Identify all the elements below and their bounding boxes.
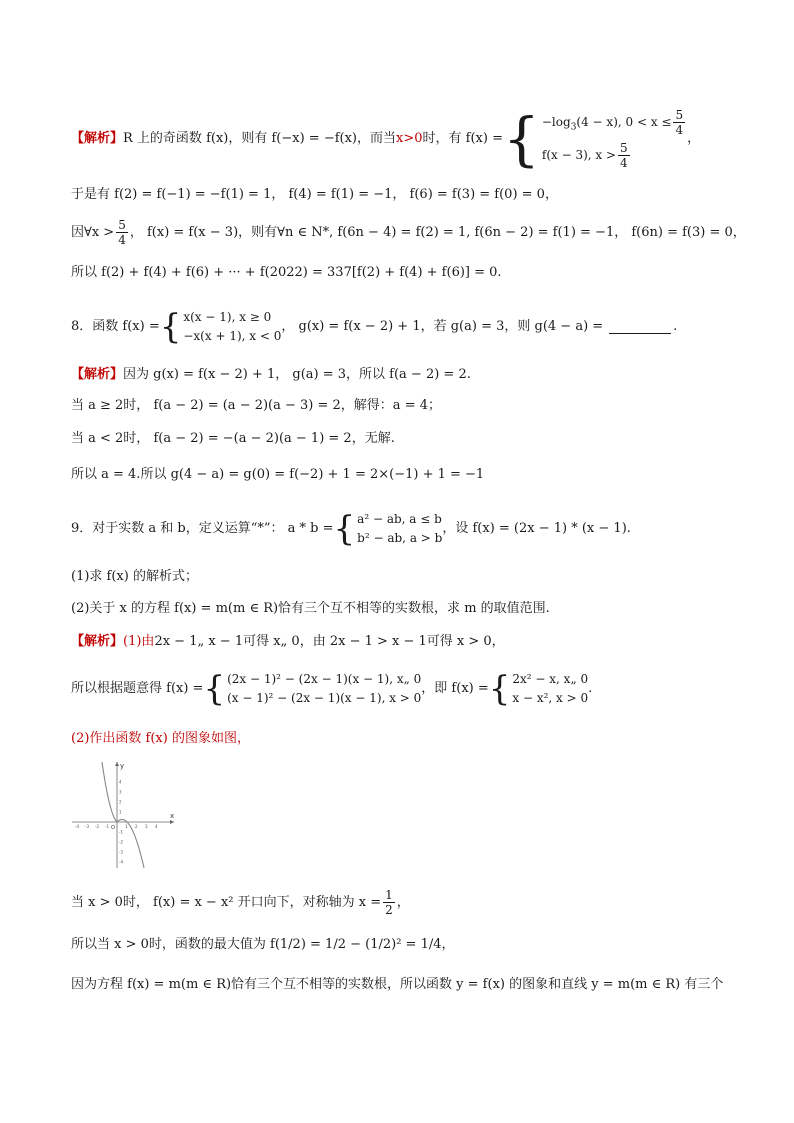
solution-9-line-3: (2)作出函数 f(x) 的图象如图，: [71, 731, 250, 746]
solution-8-line-3: 当 a < 2时， f(a − 2) = −(a − 2)(a − 1) = 2，无解.: [71, 431, 395, 446]
condition-text: x>0: [396, 131, 423, 146]
analysis-text: 时，有 f(x) =: [422, 131, 503, 146]
y-tick-label: 4: [119, 779, 122, 785]
x-tick-label: 4: [155, 824, 158, 829]
y-tick-label: 1: [119, 809, 122, 815]
analysis-line-2: 于是有 f(2) = f(−1) = −f(1) = 1， f(4) = f(1) = −1， f(6) = f(3) = f(0) = 0，: [71, 187, 558, 202]
solution-9-line-5: 所以当 x > 0时，函数的最大值为 f(1/2) = 1/2 − (1/2)² = 1/4，: [71, 937, 455, 952]
analysis-text: R 上的奇函数 f(x)，则有 f(−x) = −f(x)，而当: [123, 131, 397, 146]
y-tick-label: 3: [119, 789, 122, 795]
x-axis-label: x: [170, 812, 175, 820]
solution-9-line-1: 【解析】(1)由2x − 1„ x − 1可得 x„ 0，由 2x − 1 > x − 1可得 x > 0，: [71, 634, 505, 649]
analysis-line-1: 【解析】 R 上的奇函数 f(x)，则有 f(−x) = −f(x)，而当 x>0 时，有 f(x) = { $-\log_3(4 - x)$, 0 < x ≤ $\frac{5}{4}$ f(x − 3), x > $\frac{5}{4}$ ，: [71, 104, 701, 173]
x-tick-label: -4: [75, 824, 79, 829]
x-tick-label: 2: [135, 824, 138, 829]
question-9-part-2: (2)关于 x 的方程 f(x) = m(m ∈ R)恰有三个互不相等的实数根，求 m 的取值范围.: [71, 601, 550, 616]
solution-8-line-1: 【解析】因为 g(x) = f(x − 2) + 1， g(a) = 3，所以 f(a − 2) = 2.: [71, 367, 471, 382]
answer-blank: [609, 321, 671, 334]
function-curve: [102, 762, 144, 868]
y-tick-label: -3: [119, 849, 123, 855]
x-tick-label: 1: [125, 824, 128, 829]
y-axis-label: y: [120, 762, 125, 770]
solution-8-line-4: 所以 a = 4.所以 g(4 − a) = g(0) = f(−2) + 1 = 2×(−1) + 1 = −1: [71, 467, 485, 482]
analysis-tag: 【解析】: [71, 131, 124, 146]
y-tick-label: -4: [119, 859, 123, 865]
question-8: 8．函数 f(x) = { x(x − 1), x ≥ 0 −x(x + 1), x < 0 ， g(x) = f(x − 2) + 1，若 g(a) = 3，则 g(4 − a) = .: [71, 307, 678, 347]
x-tick-label: -2: [95, 824, 99, 829]
y-tick-label: -1: [119, 829, 123, 835]
question-9-part-1: (1)求 f(x) 的解析式；: [71, 569, 198, 584]
piecewise-brace: { a² − ab, a ≤ b b² − ab, a > b: [333, 509, 443, 549]
piecewise-brace: { $-\log_3(4 - x)$, 0 < x ≤ $\frac{5}{4}$ f(x − 3), x > $\frac{5}{4}$: [503, 108, 687, 170]
y-tick-label: 2: [119, 799, 122, 805]
function-graph: [70, 760, 180, 872]
solution-9-line-2: 所以根据题意得 f(x) = { (2x − 1)² − (2x − 1)(x − 1), x„ 0 (x − 1)² − (2x − 1)(x − 1), x > 0 ，即 f(x) = { 2x² − x, x„ 0 x − x², x > 0 .: [71, 669, 593, 709]
solution-8-line-2: 当 a ≥ 2时， f(a − 2) = (a − 2)(a − 3) = 2，解得：a = 4；: [71, 398, 441, 413]
x-tick-label: 3: [145, 824, 148, 829]
solution-9-line-6: 因为方程 f(x) = m(m ∈ R)恰有三个互不相等的实数根，所以函数 y = f(x) 的图象和直线 y = m(m ∈ R) 有三个: [71, 977, 724, 992]
piecewise-brace: { (2x − 1)² − (2x − 1)(x − 1), x„ 0 (x − 1)² − (2x − 1)(x − 1), x > 0: [203, 669, 422, 709]
origin-label: O: [111, 825, 115, 831]
x-tick-label: -1: [105, 824, 109, 829]
piecewise-brace: { x(x − 1), x ≥ 0 −x(x + 1), x < 0: [159, 307, 282, 347]
y-axis-arrow: [115, 762, 119, 766]
analysis-line-4: 所以 f(2) + f(4) + f(6) + ··· + f(2022) = 337[f(2) + f(4) + f(6)] = 0.: [71, 265, 502, 280]
x-tick-label: -3: [85, 824, 89, 829]
piecewise-brace: { 2x² − x, x„ 0 x − x², x > 0: [488, 669, 589, 709]
analysis-tag: 【解析】: [71, 634, 124, 649]
x-axis-arrow: [170, 820, 174, 824]
case-row: $-\log_3(4 - x)$, 0 < x ≤ $\frac{5}{4}$: [541, 107, 684, 137]
question-9: 9．对于实数 a 和 b，定义运算“*”： a * b = { a² − ab, a ≤ b b² − ab, a > b ，设 f(x) = (2x − 1) * (x − 1).: [71, 509, 631, 549]
analysis-line-3: 因∀x > $\frac{5}{4}$ ， f(x) = f(x − 3)，则有∀n ∈ N*, f(6n − 4) = f(2) = 1, f(6n − 2) = f(1) = −1， f(6n) = f(3) = 0，: [71, 218, 746, 247]
case-row: f(x − 3), x > $\frac{5}{4}$: [541, 141, 628, 171]
y-tick-label: -2: [119, 839, 123, 845]
solution-9-line-4: 当 x > 0时， f(x) = x − x² 开口向下，对称轴为 x = $\frac{1}{2}$ ，: [71, 888, 410, 917]
analysis-tag: 【解析】: [71, 367, 124, 382]
